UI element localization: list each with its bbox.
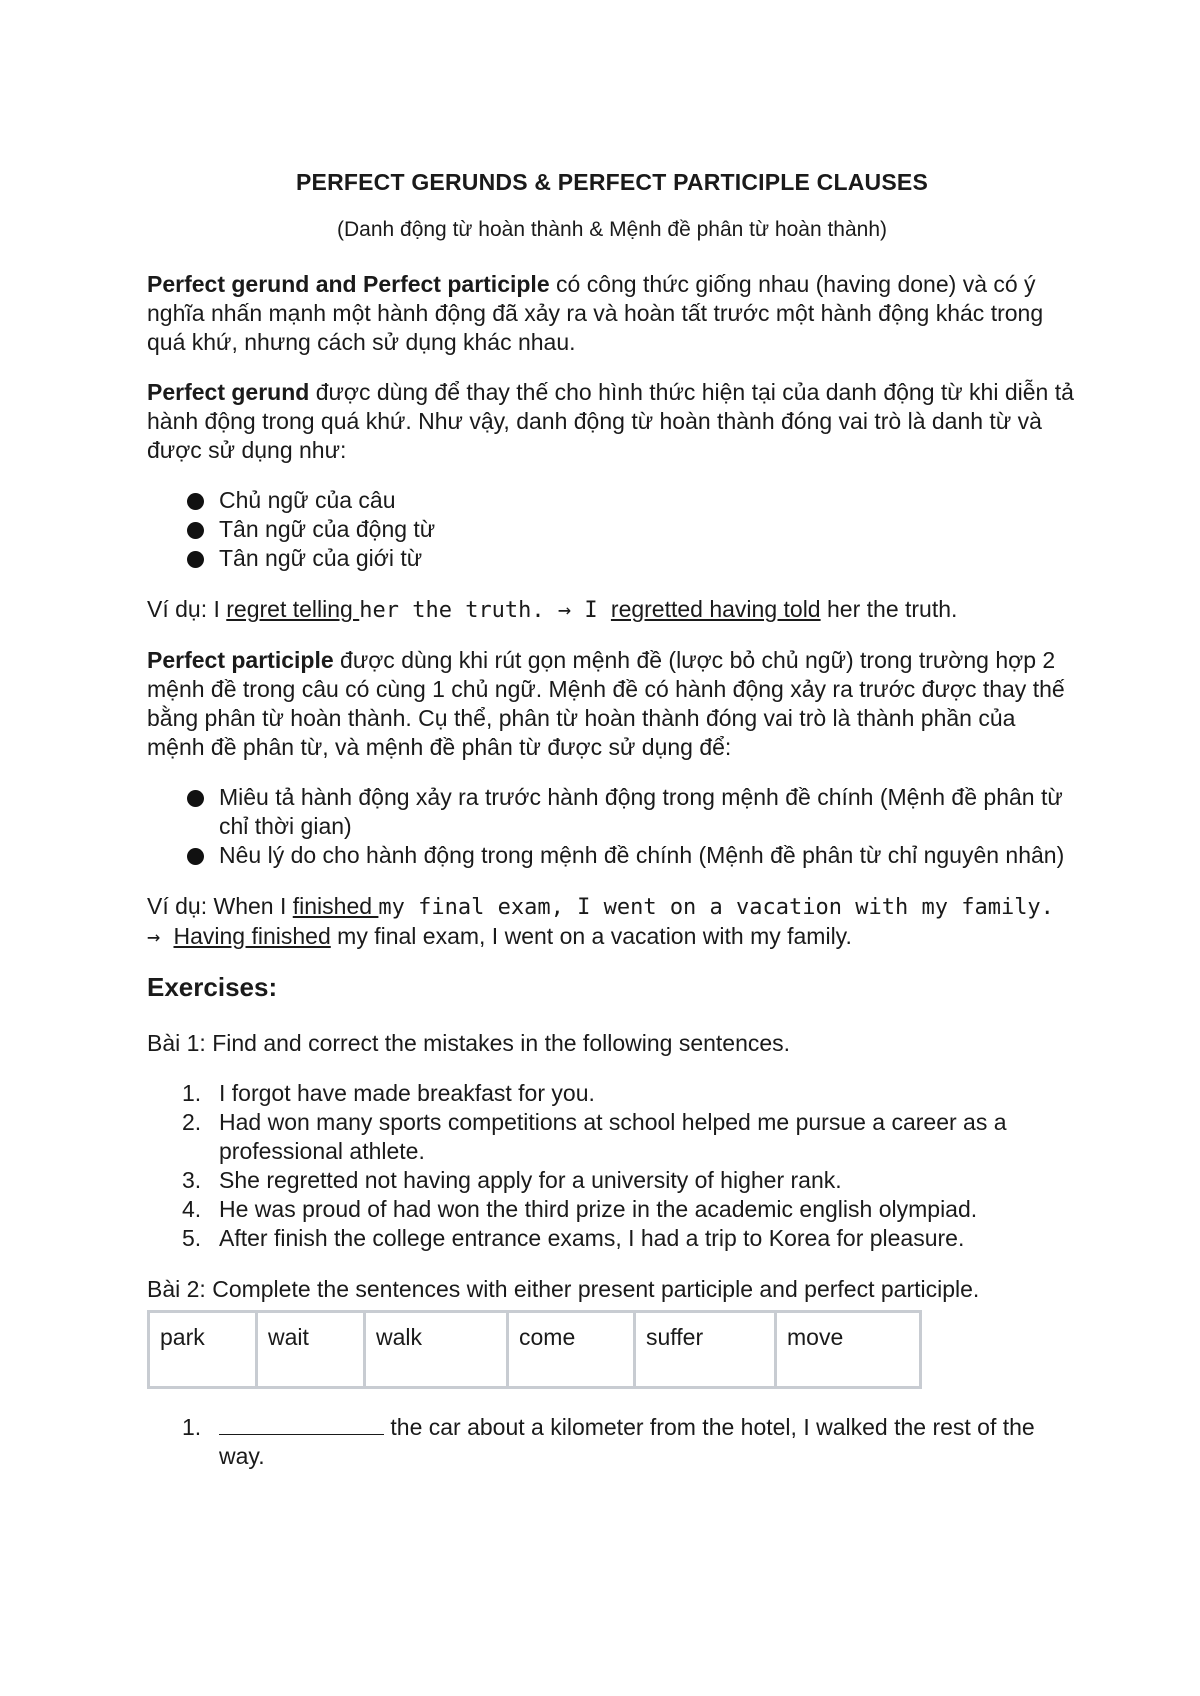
table-row (149, 1312, 921, 1388)
example-mono: her the truth. → I (359, 598, 611, 623)
item-text: After finish the college entrance exams, I had a trip to Korea for pleasure. (219, 1225, 965, 1251)
example-underlined: regretted having told (610, 596, 821, 622)
item-text: She regretted not having apply for a university of higher rank. (219, 1167, 842, 1193)
gerund-bold-term: Perfect gerund (147, 379, 310, 405)
gerund-uses-list (147, 486, 1077, 573)
example-underlined: finished (292, 893, 379, 919)
word-cell: suffer (635, 1312, 776, 1388)
word-cell: wait (257, 1312, 365, 1388)
list-item (147, 1166, 1077, 1195)
item-number: 4. (182, 1196, 202, 1222)
page-subtitle: (Danh động từ hoàn thành & Mệnh đề phân từ hoàn thành) (336, 218, 888, 241)
gerund-paragraph (147, 378, 1077, 465)
list-item (147, 1413, 1077, 1471)
bai1-instruction: Bài 1: Find and correct the mistakes in the following sentences. (147, 1030, 791, 1056)
gerund-example (147, 595, 1077, 625)
example-suffix: my final exam, I went on a vacation with my family. (330, 923, 852, 949)
list-item: Miêu tả hành động xảy ra trước hành động trong mệnh đề chính (Mệnh đề phân từ chỉ thời gian) (147, 783, 1077, 841)
list-item (147, 1108, 1077, 1166)
answer-blank[interactable] (219, 1414, 384, 1435)
exercises-heading: Exercises: (147, 972, 278, 1002)
example-mono: my final exam, I went on a vacation with my family. → (147, 895, 1054, 950)
example-suffix: her the truth. (820, 596, 958, 622)
participle-uses-list (147, 783, 1077, 870)
example-prefix: Ví dụ: I (147, 596, 227, 622)
item-number: 5. (182, 1225, 202, 1251)
item-number: 3. (182, 1167, 202, 1193)
gerund-text: được dùng để thay thế cho hình thức hiện tại của danh động từ khi diễn tả hành động trong quá khứ. Như vậy, danh động từ hoàn thành đóng vai trò là danh từ và được sử dụng như: (147, 379, 1074, 463)
list-item: Chủ ngữ của câu (147, 486, 1077, 515)
item-text: I forgot have made breakfast for you. (219, 1080, 595, 1106)
example-underlined: Having finished (173, 923, 331, 949)
participle-text: được dùng khi rút gọn mệnh đề (lược bỏ chủ ngữ) trong trường hợp 2 mệnh đề trong câu có cùng 1 chủ ngữ. Mệnh đề có hành động xảy ra trước được thay thế bằng phân từ hoàn thành. Cụ thể, phân từ hoàn thành đóng vai trò là thành phần của mệnh đề phân từ, và mệnh đề phân từ được sử dụng để: (147, 647, 1065, 760)
example-prefix: Ví dụ: When I (147, 893, 293, 919)
word-cell: move (776, 1312, 921, 1388)
bai1-list (147, 1079, 1077, 1253)
list-item: Tân ngữ của động từ (147, 515, 1077, 544)
intro-bold-term: Perfect gerund and Perfect participle (147, 271, 550, 297)
list-item (147, 1079, 1077, 1108)
item-number: 2. (182, 1109, 202, 1135)
list-item: Nêu lý do cho hành động trong mệnh đề chính (Mệnh đề phân từ chỉ nguyên nhân) (147, 841, 1077, 870)
item-text: Had won many sports competitions at school helped me pursue a career as a professional athlete. (219, 1109, 1007, 1164)
word-cell: park (149, 1312, 257, 1388)
participle-paragraph (147, 646, 1077, 762)
document-content (147, 168, 1077, 1493)
participle-bold-term: Perfect participle (147, 647, 334, 673)
item-text: He was proud of had won the third prize in the academic english olympiad. (219, 1196, 978, 1222)
word-cell: walk (365, 1312, 508, 1388)
participle-example (147, 892, 1077, 952)
list-item (147, 1195, 1077, 1224)
item-number: 1. (182, 1414, 202, 1440)
item-number: 1. (182, 1080, 202, 1106)
word-bank-table (147, 1310, 922, 1389)
bai2-list (147, 1413, 1077, 1471)
example-underlined: regret telling (226, 596, 360, 622)
list-item (147, 1224, 1077, 1253)
page-title: PERFECT GERUNDS & PERFECT PARTICIPLE CLAUSES (296, 169, 928, 195)
list-item: Tân ngữ của giới từ (147, 544, 1077, 573)
intro-paragraph (147, 270, 1077, 357)
intro-text: có công thức giống nhau (having done) và có ý nghĩa nhấn mạnh một hành động đã xảy ra và hoàn tất trước một hành động khác trong quá khứ, nhưng cách sử dụng khác nhau. (147, 271, 1044, 355)
item-text: the car about a kilometer from the hotel, I walked the rest of the way. (219, 1414, 1035, 1469)
bai2-instruction: Bài 2: Complete the sentences with either present participle and perfect participle. (147, 1276, 980, 1302)
word-cell: come (508, 1312, 635, 1388)
